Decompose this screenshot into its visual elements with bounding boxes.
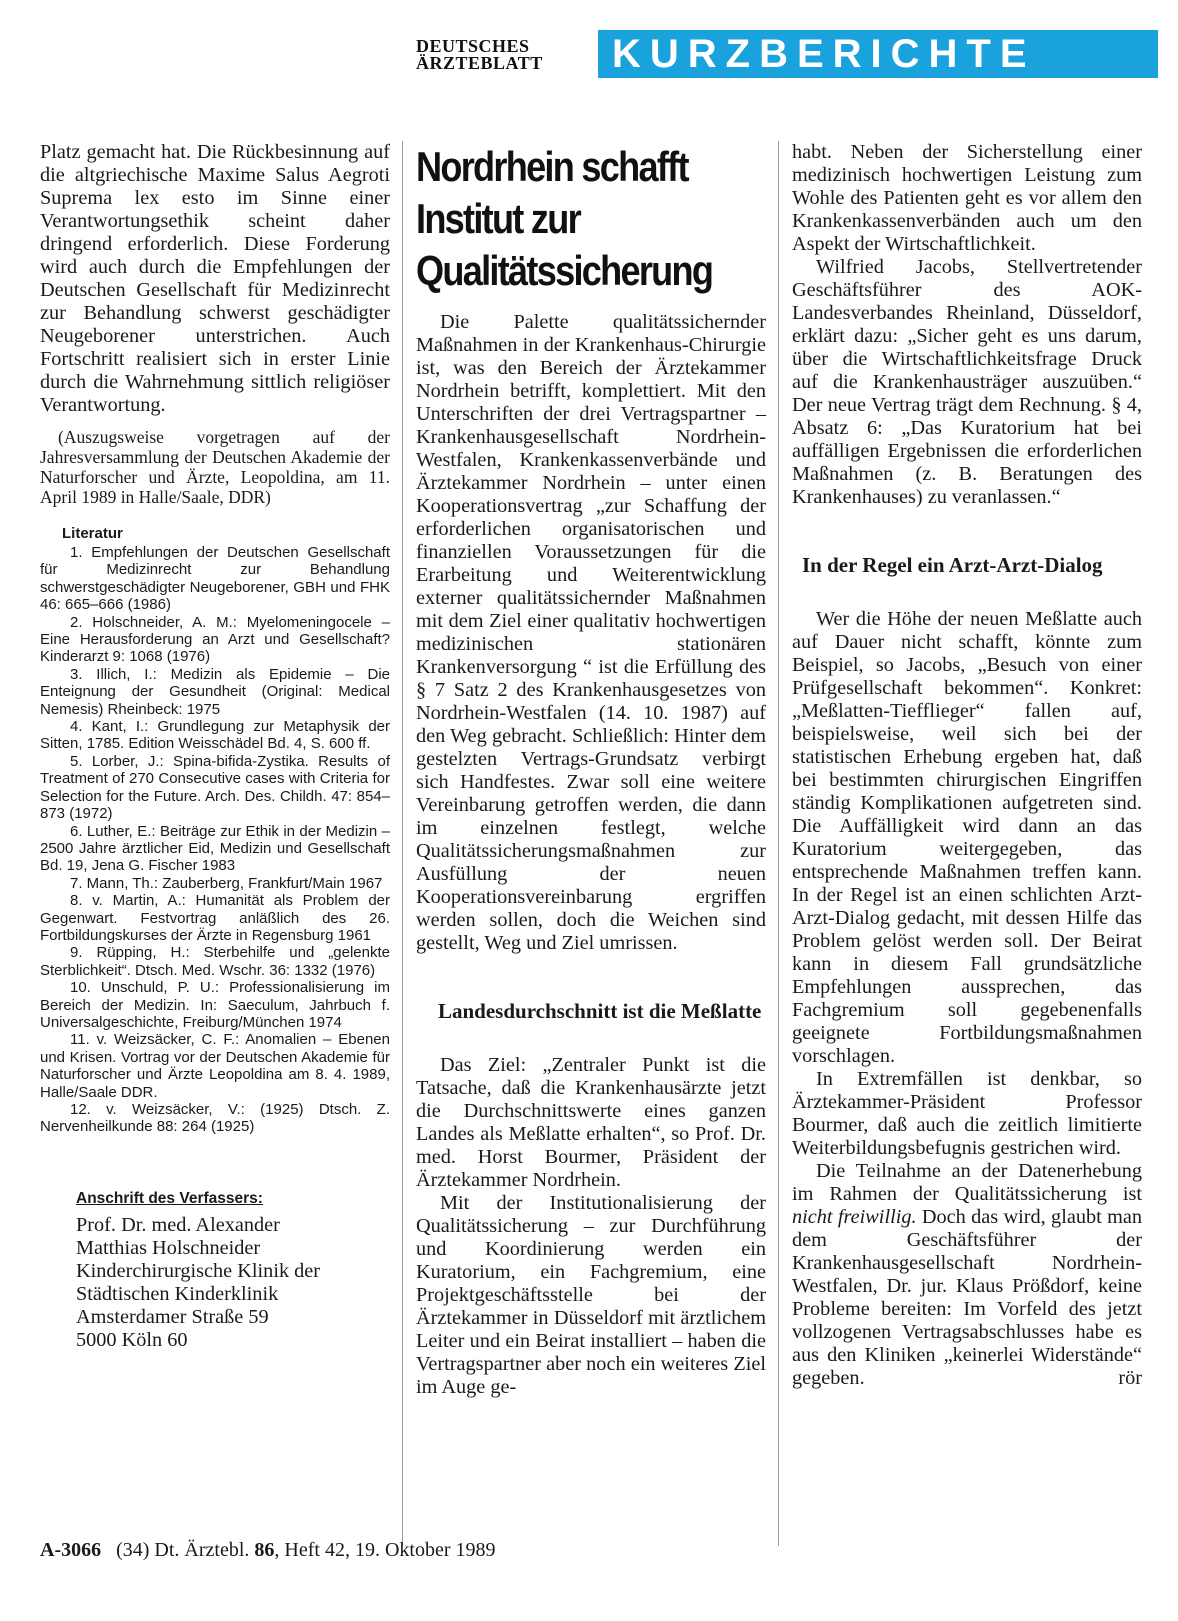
literature-item: 2. Holschneider, A. M.: Myelomeningocele – Eine Herausforderung an Arzt und Gesellschaft? Kinderarzt 9: 1068 (1976) — [40, 613, 390, 666]
literature-item: 7. Mann, Th.: Zauberberg, Frankfurt/Main 1967 — [70, 874, 383, 892]
author-address — [76, 1214, 390, 1352]
address-line: Amsterdamer Straße 59 — [76, 1305, 269, 1328]
column-2-body — [416, 311, 766, 955]
literature-item: 1. Empfehlungen der Deutschen Gesellschaft für Medizinrecht zur Behandlung schwerstgeschädigter Neugeborener, GBH und FHK 46: 665–666 (1986) — [40, 544, 390, 614]
article-headline: Nordrhein schafft Institut zur Qualitätssicherung — [416, 143, 713, 294]
article-paragraph: In Extremfällen ist denkbar, so Ärztekammer-Präsident Professor Bourmer, daß auch die zeitlich limitierte Weiterbildungsbefugnis gestrichen wird. — [792, 1068, 1142, 1159]
address-line: Prof. Dr. med. Alexander — [76, 1213, 280, 1236]
paragraph-text: Die Teilnahme an der Datenerhebung im Rahmen der Qualitätssicherung ist — [792, 1160, 1142, 1205]
section-banner: KURZBERICHTE — [598, 30, 1158, 78]
literature-item: 6. Luther, E.: Beiträge zur Ethik in der Medizin – 2500 Jahre ärztlicher Eid, Medizin und Gesellschaft Bd. 19, Jena G. Fischer 1983 — [40, 822, 390, 875]
paragraph-text: Doch das wird, glaubt man dem Geschäftsführer der Krankenhausgesellschaft Nordrhein-Westfalen, Dr. jur. Klaus Prößdorf, keine Probleme bereiten: Im Vorfeld des jetzt vollzogenen Vertragsabschlusses habe es aus den Kliniken „keinerlei Widerstände“ gegeben. — [792, 1206, 1142, 1389]
literature-item: 5. Lorber, J.: Spina-bifida-Zystika. Results of Treatment of 270 Consecutive cases with Criteria for Selection for the Future. Arch. Des. Childh. 47: 854–873 (1972) — [40, 752, 390, 823]
author-address-heading: Anschrift des Verfassers: — [76, 1189, 263, 1207]
literature-item: 4. Kant, I.: Grundlegung zur Metaphysik der Sitten, 1785. Edition Weisschädel Bd. 4, S. 600 ff. — [40, 718, 390, 753]
column-2 — [416, 141, 766, 1399]
address-line: Kinderchirurgische Klinik der — [76, 1259, 321, 1282]
literature-item: 3. Illich, I.: Medizin als Epidemie – Die Enteignung der Gesundheit (Original: Medical Nemesis) Rheinbeck: 1975 — [40, 665, 390, 718]
lecture-note: (Auszugsweise vorgetragen auf der Jahresversammlung der Deutschen Akademie der Naturforscher und Ärzte, Leopoldina, am 11. April 1989 in Halle/Saale, DDR) — [40, 427, 390, 507]
column-divider-1 — [402, 141, 403, 1546]
address-line: 5000 Köln 60 — [76, 1328, 188, 1351]
literature-list — [40, 544, 390, 1136]
column-3-body-continued — [792, 608, 1142, 1390]
article-paragraph: Wer die Höhe der neuen Meßlatte auch auf Dauer nicht schafft, könnte zum Beispiel, so Jacobs, „Besuch von einer Prüfgesellschaft bekommen“. Konkret: „Meßlatten-Tiefflieger“ fallen auf, beispielsweise, weil sich bei der statistischen Erhebung ergeben hat, daß bei bestimmten chirurgischen Eingriffen ständig Komplikationen aufgetreten sind. Die Auffälligkeit wird dann an das Kuratorium weitergegeben, das entsprechende Maßnahmen treffen kann. In der Regel ist an einen schlichten Arzt-Arzt-Dialog gedacht, mit dessen Hilfe das Problem gelöst werden soll. Der Beirat kann in diesem Fall grundsätzliche Empfehlungen aussprechen, das Fachgremium soll gegebenenfalls geeignete Fortbildungsmaßnahmen vorschlagen. — [792, 608, 1142, 1067]
literature-item: 8. v. Martin, A.: Humanität als Problem der Gegenwart. Festvortrag anläßlich des 26. Fortbildungskurses der Ärzte in Regensburg 1961 — [40, 892, 390, 944]
article-paragraph: Das Ziel: „Zentraler Punkt ist die Tatsache, daß die Krankenhausärzte jetzt die Durchschnittswerte eines ganzen Landes als Meßlatte erhalten“, so Prof. Dr. med. Horst Bourmer, Präsident der Ärztekammer Nordrhein. — [416, 1054, 766, 1191]
article-paragraph: Wilfried Jacobs, Stellvertretender Geschäftsführer des AOK-Landesverbandes Rheinland, Düsseldorf, erklärt dazu: „Sicher geht es uns darum, über die Wirtschaftlichkeitsfrage Druck auf die Krankenhausträger auszuüben.“ Der neue Vertrag trägt dem Rechnung. § 4, Absatz 6: „Das Kuratorium hat bei auffälligen Ergebnissen die erforderlichen Maßnahmen (z. B. Beratungen des Krankenhauses) zu veranlassen.“ — [792, 256, 1142, 508]
citation-text: , Heft 42, 19. Oktober 1989 — [274, 1539, 496, 1561]
column-1 — [40, 141, 390, 1352]
author-signature: rör — [1118, 1367, 1142, 1389]
volume-number: 86 — [254, 1539, 275, 1561]
column-3-body — [792, 141, 1142, 509]
column-divider-2 — [778, 141, 779, 1546]
subheading-arzt-dialog: In der Regel ein Arzt-Arzt-Dialog — [802, 553, 1103, 577]
journal-logo — [416, 38, 586, 72]
citation-text: (34) Dt. Ärztebl. — [116, 1539, 255, 1561]
masthead — [416, 32, 1176, 80]
column-2-body-continued — [416, 1054, 766, 1399]
journal-logo-line2: ÄRZTEBLATT — [416, 53, 543, 73]
emphasized-text: nicht freiwillig. — [792, 1206, 917, 1228]
address-line: Städtischen Kinderklinik — [76, 1282, 279, 1305]
article-paragraph: Mit der Institutionalisierung der Qualitätssicherung – zur Durchführung und Koordinierung werden ein Kuratorium, ein Fachgremium, eine Projektgeschäftsstelle bei der Ärztekammer in Düsseldorf mit ärztlichem Leiter und ein Beirat installiert – haben die Vertragspartner aber noch ein weiteres Ziel im Auge ge- — [416, 1192, 766, 1398]
article-intro: Die Palette qualitätssichernder Maßnahmen in der Krankenhaus-Chirurgie ist, was den Bereich der Ärztekammer Nordrhein betrifft, komplettiert. Mit den Unterschriften der drei Vertragspartner – Krankenhausgesellschaft Nordrhein-Westfalen, Krankenkassenverbände und Ärztekammer Nordrhein – unter einen Kooperationsvertrag „zur Schaffung der erforderlichen organisatorischen und finanziellen Voraussetzungen für die Erarbeitung und Weiterentwicklung externer qualitätssichernder Maßnahmen mit dem Ziel einer qualitativ hochwertigen medizinischen stationären Krankenversorgung “ ist die Erfüllung des § 7 Satz 2 des Krankenhausgesetzes von Nordrhein-Westfalen (14. 10. 1987) auf den Weg gebracht. Schließlich: Hinter dem gestelzten Vertrags-Grundsatz verbirgt sich Handfestes. Zwar soll eine weitere Vereinbarung getroffen werden, die dann im einzelnen festlegt, welche Qualitätssicherungsmaßnahmen zur Ausfüllung der neuen Kooperationsvereinbarung ergriffen werden sollen, doch die Weichen sind gestellt, Weg und Ziel umrissen. — [416, 311, 766, 954]
article-paragraph: habt. Neben der Sicherstellung einer medizinisch hochwertigen Leistung zum Wohle des Patienten geht es vor allem den Krankenkassenverbänden auch um den Aspekt der Wirtschaftlichkeit. — [792, 141, 1142, 255]
address-line: Matthias Holschneider — [76, 1236, 261, 1259]
column-1-paragraph: Platz gemacht hat. Die Rückbesinnung auf die altgriechische Maxime Salus Aegroti Suprema lex esto im Sinne einer Verantwortungsethik scheint daher dringend erforderlich. Diese Forderung wird auch durch die Empfehlungen der Deutschen Gesellschaft für Medizinrecht zur Behandlung schwerst geschädigter Neugeborener unterstrichen. Auch Fortschritt realisiert sich in erster Linie durch die Wahrnehmung sittlich religiöser Verantwortung. — [40, 141, 390, 416]
page-footer — [40, 1539, 495, 1562]
article-paragraph — [792, 1160, 1142, 1390]
column-3 — [792, 141, 1142, 1390]
literature-item: 9. Rüpping, H.: Sterbehilfe und „gelenkte Sterblichkeit“. Dtsch. Med. Wschr. 36: 1332 (1976) — [40, 944, 390, 979]
journal-logo-line1: DEUTSCHES — [416, 36, 530, 56]
column-1-body — [40, 141, 390, 417]
subheading-landesdurchschnitt: Landesdurchschnitt ist die Meßlatte — [438, 999, 762, 1023]
literature-heading: Literatur — [62, 525, 123, 542]
page-code: A-3066 — [40, 1539, 102, 1561]
literature-item: 12. v. Weizsäcker, V.: (1925) Dtsch. Z. Nervenheilkunde 88: 264 (1925) — [40, 1101, 390, 1136]
literature-item: 11. v. Weizsäcker, C. F.: Anomalien – Ebenen und Krisen. Vortrag vor der Deutschen Akademie für Naturforscher und Ärzte Leopoldina am 8. 4. 1989, Halle/Saale DDR. — [40, 1031, 390, 1101]
literature-item: 10. Unschuld, P. U.: Professionalisierung im Bereich der Medizin. In: Saeculum, Jahrbuch f. Universalgeschichte, Freiburg/München 1974 — [40, 979, 390, 1031]
